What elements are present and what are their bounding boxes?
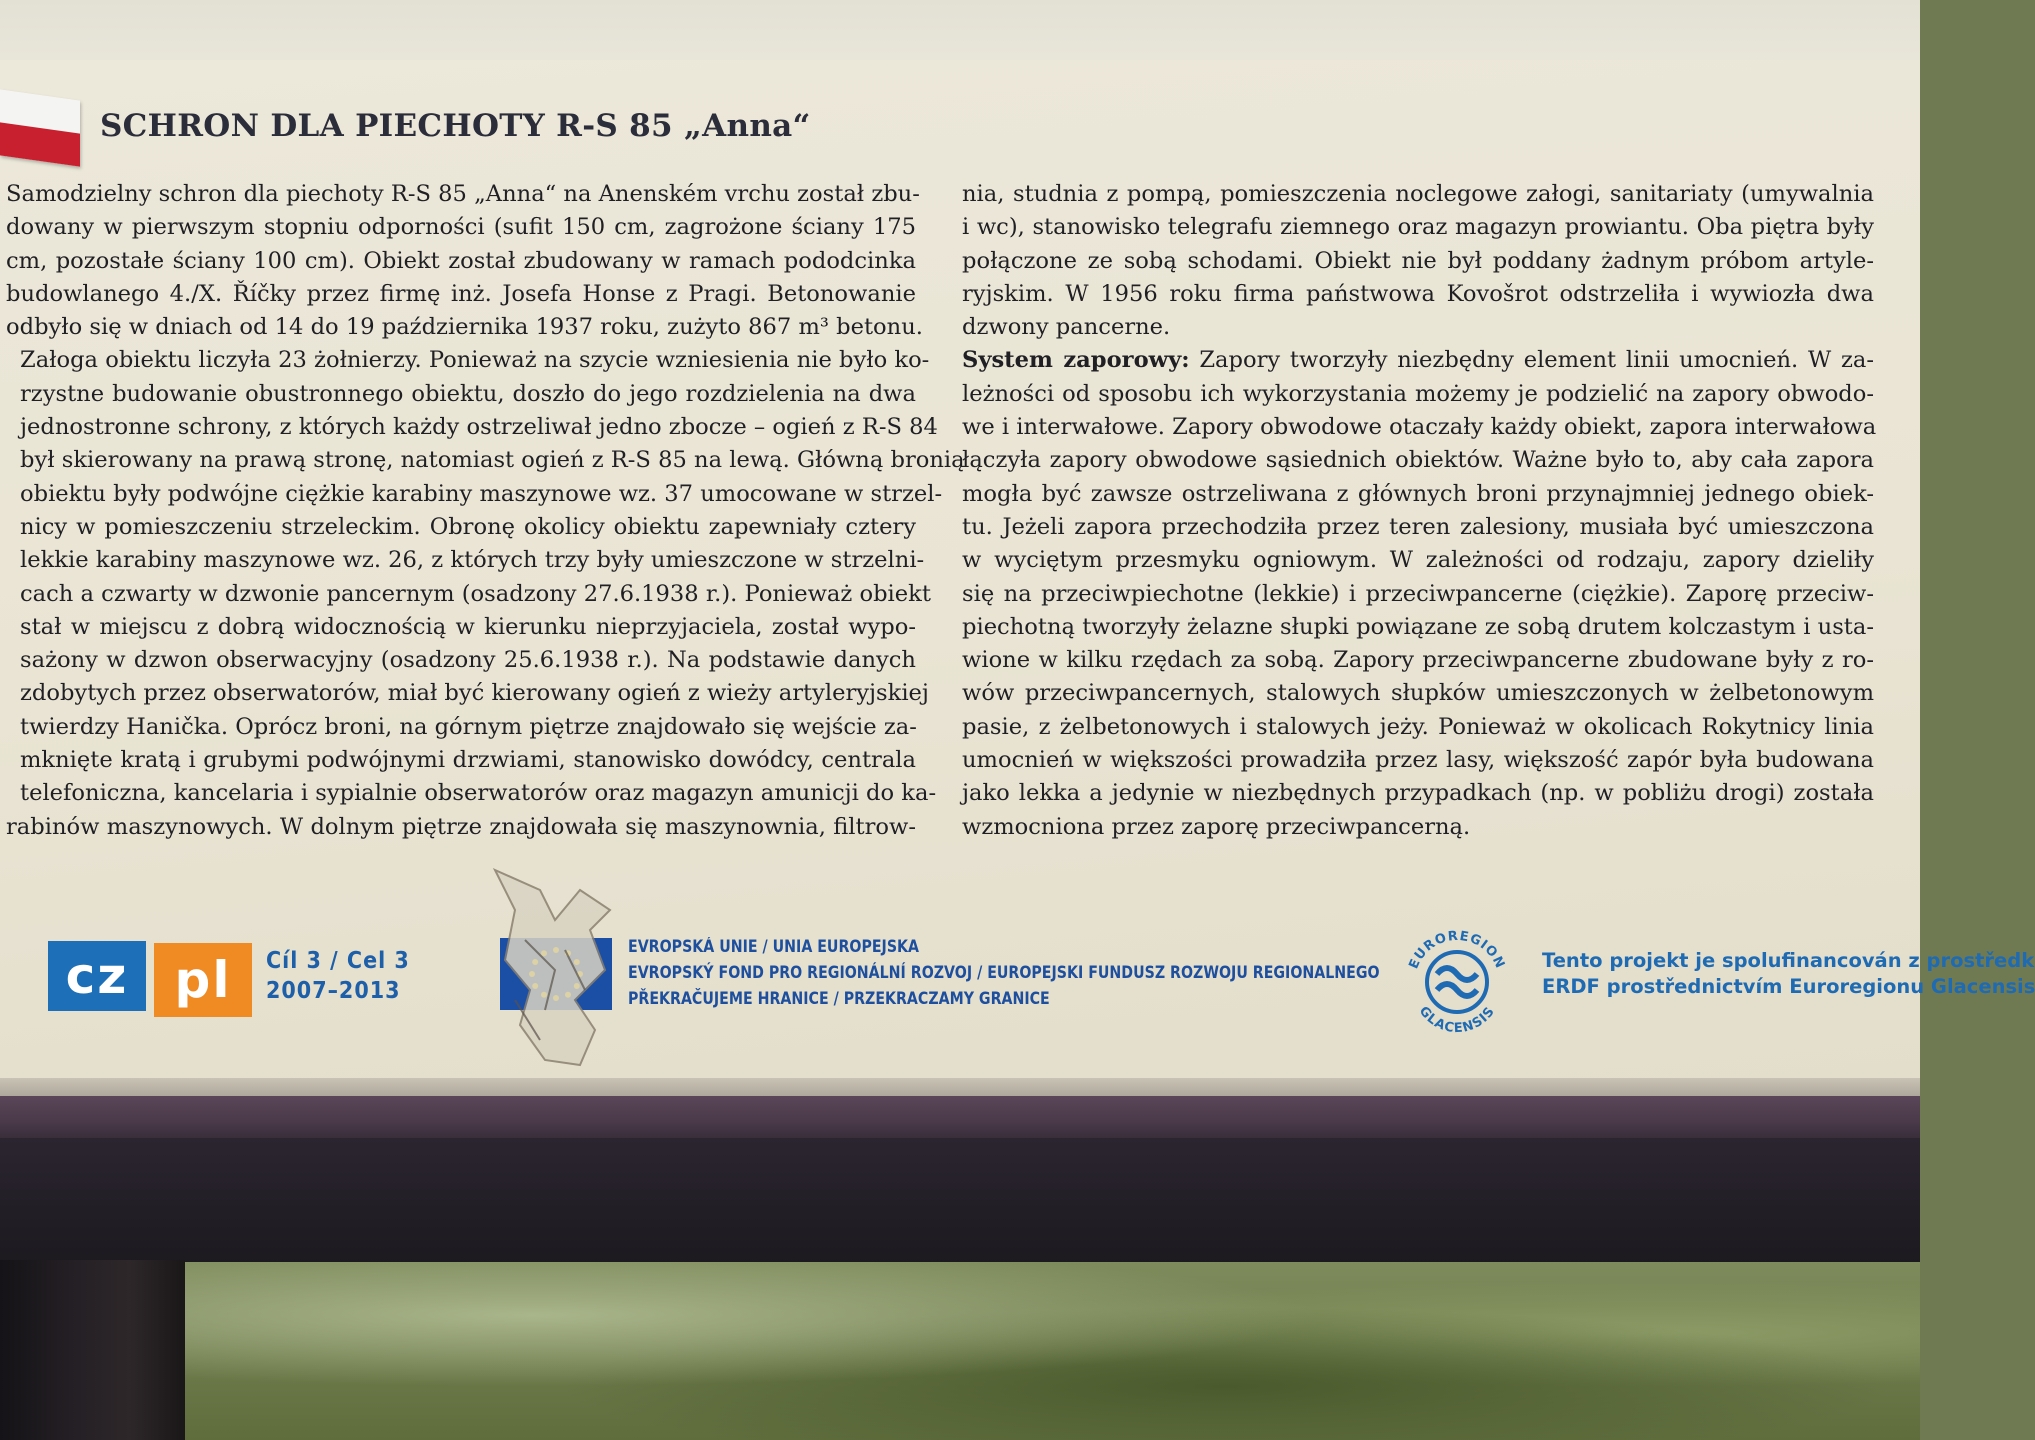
program-years: 2007–2013 (266, 978, 401, 1004)
text-line: nia, studnia z pompą, pomieszczenia noclegowe załogi, sanitariaty (umywalnia (962, 181, 1874, 207)
right-text-column (962, 178, 1877, 844)
text-line: wzmocniona przez zaporę przeciwpancerną. (962, 813, 1471, 840)
text-line: jako lekka a jedynie w niezbędnych przypadkach (np. w pobliżu drogi) została (962, 780, 1874, 807)
sign-frame (0, 1096, 1920, 1138)
text-line: budowlanego 4./X. Říčky przez firmę inż. Josefa Honse z Pragi. Betonowanie (6, 280, 916, 307)
text-line: wione w kilku rzędach za sobą. Zapory przeciwpancerne zbudowane były z ro- (962, 647, 1874, 674)
text-line: jednostronne schrony, z których każdy ostrzeliwał jedno zbocze – ogień z R-S 84 (20, 414, 938, 441)
euroregion-glacensis-logo (1393, 918, 1521, 1046)
cz-pl-program-logo (48, 940, 410, 1012)
text-line: umocnień w większości prowadziła przez lasy, większość zapór była budowana (962, 747, 1874, 774)
text-line: tu. Jeżeli zapora przechodziła przez teren zalesiony, musiała być umieszczona (962, 513, 1874, 540)
support-post (0, 1260, 185, 1440)
left-text-column (6, 178, 965, 844)
support-beam (0, 1138, 1920, 1266)
system-heading-line (962, 344, 1874, 377)
program-goal: Cíl 3 / Cel 3 (266, 948, 410, 974)
system-label: System zaporowy: (962, 347, 1190, 374)
text-line: mogła być zawsze ostrzeliwana z głównych broni przynajmniej jednego obiek- (962, 480, 1874, 507)
text-line: rabinów maszynowych. W dolnym piętrze znajdowała się maszynownia, filtrow- (6, 813, 916, 840)
text-line: piechotną tworzyły żelazne słupki powiązane ze sobą drutem kolczastym i usta- (962, 613, 1874, 640)
text-line: zdobytych przez obserwatorów, miał być kierowany ogień z wieży artyleryjskiej (20, 680, 929, 707)
eu-line-1: EVROPSKÁ UNIE / UNIA EUROPEJSKA (628, 937, 920, 956)
svg-text:GLACENSIS (1416, 1004, 1499, 1036)
text-line: łączyła zapory obwodowe sąsiednich obiektów. Ważne było to, aby cała zapora (962, 447, 1874, 474)
funding-line-1: Tento projekt je spolufinancován z prostředk (1542, 949, 2035, 972)
text-line: twierdzy Hanička. Oprócz broni, na górnym piętrze znajdowało się wejście za- (20, 713, 917, 740)
text-line: dowany w pierwszym stopniu odporności (sufit 150 cm, zagrożone ściany 175 (6, 214, 916, 241)
grass-background (185, 1262, 1920, 1440)
glacensis-label: GLACENSIS (1415, 1003, 1499, 1037)
text-line: dzwony pancerne. (962, 314, 1171, 341)
text-line: stał w miejscu z dobrą widocznością w kierunku nieprzyjaciela, został wypo- (20, 613, 916, 640)
text-line: i wc), stanowisko telegrafu ziemnego oraz magazyn prowiantu. Oba piętra były (962, 214, 1874, 241)
text-line: się na przeciwpiechotne (lekkie) i przeciwpancerne (ciężkie). Zaporę przeciw- (962, 580, 1874, 607)
text-line: w wyciętym przesmyku ogniowym. W zależności od rodzaju, zapory dzieliły (962, 547, 1874, 574)
text-line: nicy w pomieszczeniu strzeleckim. Obronę okolicy obiektu zapewniały cztery (20, 513, 916, 540)
text-line: we i interwałowe. Zapory obwodowe otaczały każdy obiekt, zapora interwałowa (962, 414, 1877, 441)
text-line: odbyło się w dniach od 14 do 19 października 1937 roku, zużyto 867 m³ betonu. (6, 314, 923, 341)
cz-logo-block: cz (48, 941, 146, 1011)
scratched-damage (485, 850, 625, 1080)
text-line: wów przeciwpancernych, stalowych słupków umieszczonych w żelbetonowym (962, 680, 1874, 707)
euroregion-label: EUROREGION (1406, 928, 1508, 972)
eu-line-2: EVROPSKÝ FOND PRO REGIONÁLNÍ ROZVOJ / EUROPEJSKI FUNDUSZ ROZWOJU REGIONALNEGO (628, 963, 1380, 982)
text-line: połączone ze sobą schodami. Obiekt nie był poddany żadnym próbom artyle- (962, 247, 1874, 274)
pl-logo-block: pl (154, 943, 252, 1017)
program-period (266, 946, 410, 1006)
text-line: ryjskim. W 1956 roku firma państwowa Kovošrot odstrzeliła i wywiozła dwa (962, 280, 1874, 307)
text-line: rzystne budowanie obustronnego obiektu, doszło do jego rozdzielenia na dwa (20, 380, 916, 407)
text-line: Załoga obiektu liczyła 23 żołnierzy. Ponieważ na szycie wzniesienia nie było ko- (20, 347, 930, 374)
sign-title: SCHRON DLA PIECHOTY R-S 85 „Anna“ (100, 108, 811, 144)
text-line: leżności od sposobu ich wykorzystania możemy je podzielić na zapory obwodo- (962, 380, 1874, 407)
eu-program-text (628, 934, 1380, 1012)
text-line: lekkie karabiny maszynowe wz. 26, z których trzy były umieszczone w strzelni- (20, 547, 925, 574)
text-line: był skierowany na prawą stronę, natomiast ogień z R-S 85 na lewą. Główną bronią (20, 447, 965, 474)
text-line: mknięte kratą i grubymi podwójnymi drzwiami, stanowisko dowódcy, centrala (20, 747, 916, 774)
text-line: cm, pozostałe ściany 100 cm). Obiekt został zbudowany w ramach pododcinka (6, 247, 916, 274)
text-line: cach a czwarty w dzwonie pancernym (osadzony 27.6.1938 r.). Ponieważ obiekt (20, 580, 931, 607)
funding-text (1542, 948, 2035, 1000)
eu-line-3: PŘEKRAČUJEME HRANICE / PRZEKRACZAMY GRANICE (628, 989, 1050, 1008)
text-line: obiektu były podwójne ciężkie karabiny maszynowe wz. 37 umocowane w strzel- (20, 480, 943, 507)
text-line: pasie, z żelbetonowych i stalowych jeży. Ponieważ w okolicach Rokytnicy linia (962, 713, 1874, 740)
system-first-line: Zapory tworzyły niezbędny element linii umocnień. W za- (1189, 347, 1874, 374)
text-line: sażony w dzwon obserwacyjny (osadzony 25.6.1938 r.). Na podstawie danych (20, 647, 916, 674)
polish-flag-icon (0, 89, 80, 166)
funding-line-2: ERDF prostřednictvím Euroregionu Glacensis (1542, 975, 2035, 998)
text-line: Samodzielny schron dla piechoty R-S 85 „Anna“ na Anenském vrchu został zbu- (6, 181, 920, 207)
text-line: telefoniczna, kancelaria i sypialnie obserwatorów oraz magazyn amunicji do ka- (20, 780, 937, 807)
